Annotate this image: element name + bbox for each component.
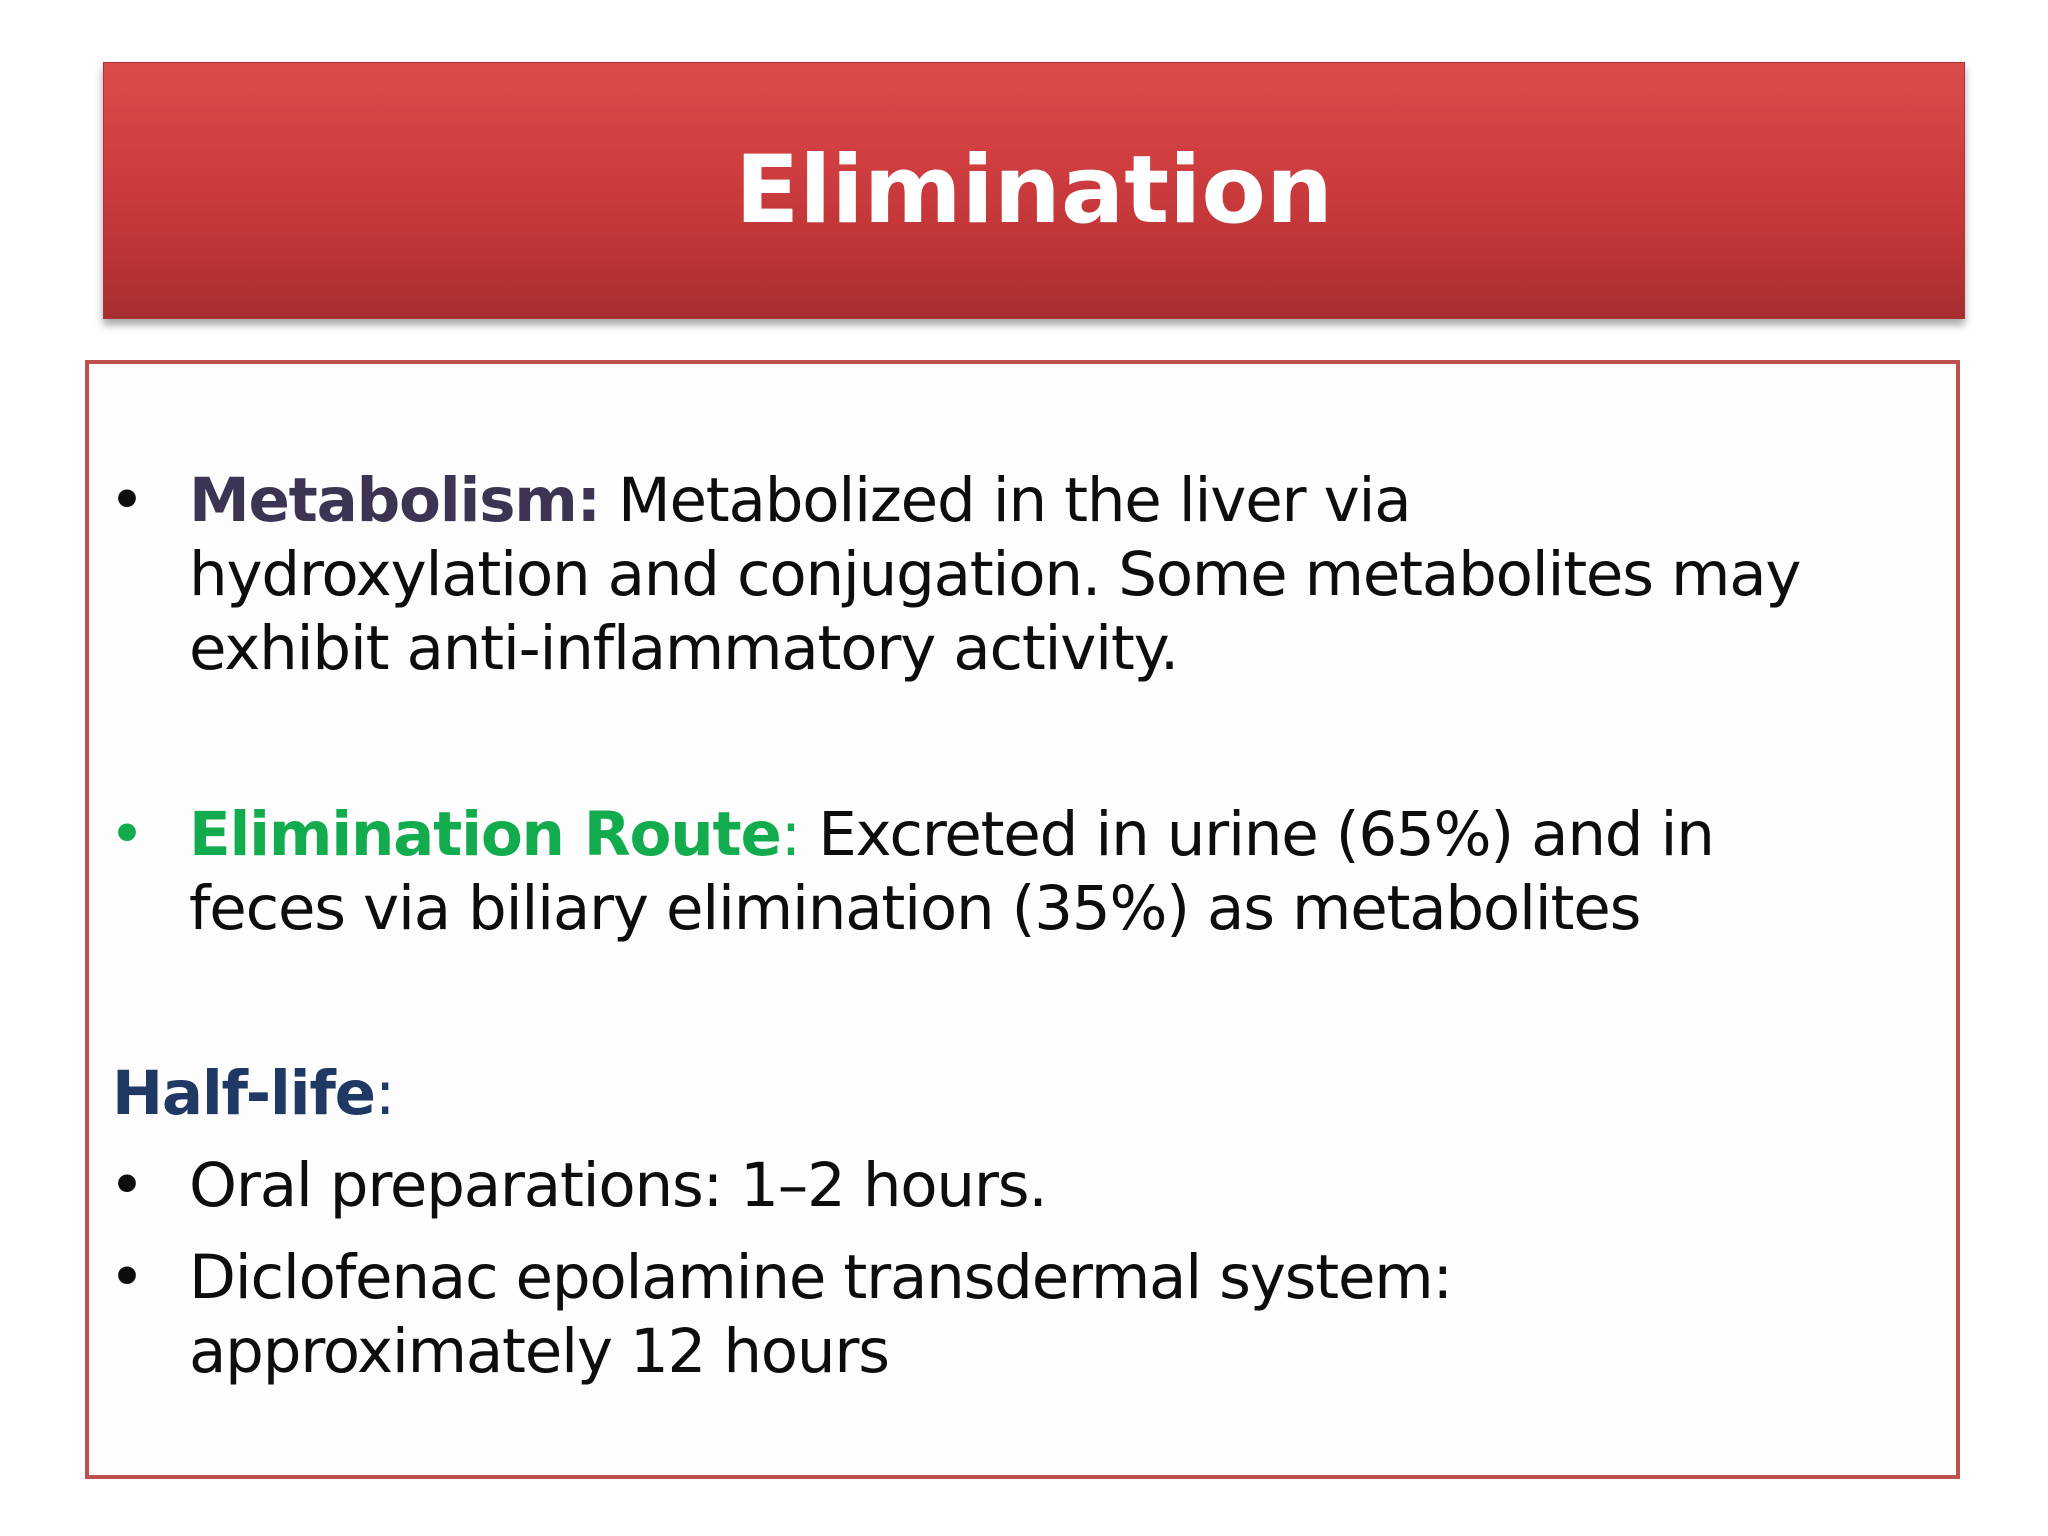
metabolism-label: Metabolism: bbox=[189, 465, 600, 536]
content-box bbox=[85, 360, 1960, 1479]
half-life-item bbox=[89, 1241, 1956, 1389]
half-life-transdermal-text: Diclofenac epolamine transdermal system: approximately 12 hours bbox=[189, 1242, 1452, 1387]
half-life-colon: : bbox=[374, 1058, 395, 1129]
elimination-route-bullet bbox=[89, 798, 1956, 946]
half-life-item bbox=[89, 1149, 1956, 1223]
elimination-route-text: Excreted in urine (65%) and in feces via biliary elimination (35%) as metabolites bbox=[189, 799, 1714, 944]
slide-title: Elimination bbox=[735, 135, 1333, 245]
half-life-oral-text: Oral preparations: 1–2 hours. bbox=[189, 1150, 1047, 1221]
bullet-dot-icon: • bbox=[109, 1150, 144, 1221]
metabolism-text: Metabolized in the liver via hydroxylation and conjugation. Some metabolites may exhibit anti-inflammatory activity. bbox=[189, 465, 1801, 684]
title-banner bbox=[103, 62, 1965, 319]
bullet-dot-icon: • bbox=[109, 1242, 144, 1313]
half-life-label: Half-life bbox=[112, 1058, 375, 1129]
bullet-dot-icon: • bbox=[109, 465, 144, 536]
elimination-route-colon: : bbox=[780, 799, 800, 870]
metabolism-bullet bbox=[89, 464, 1956, 686]
elimination-route-label: Elimination Route bbox=[189, 799, 781, 870]
bullet-dot-icon: • bbox=[109, 799, 144, 870]
half-life-heading bbox=[112, 1057, 394, 1131]
